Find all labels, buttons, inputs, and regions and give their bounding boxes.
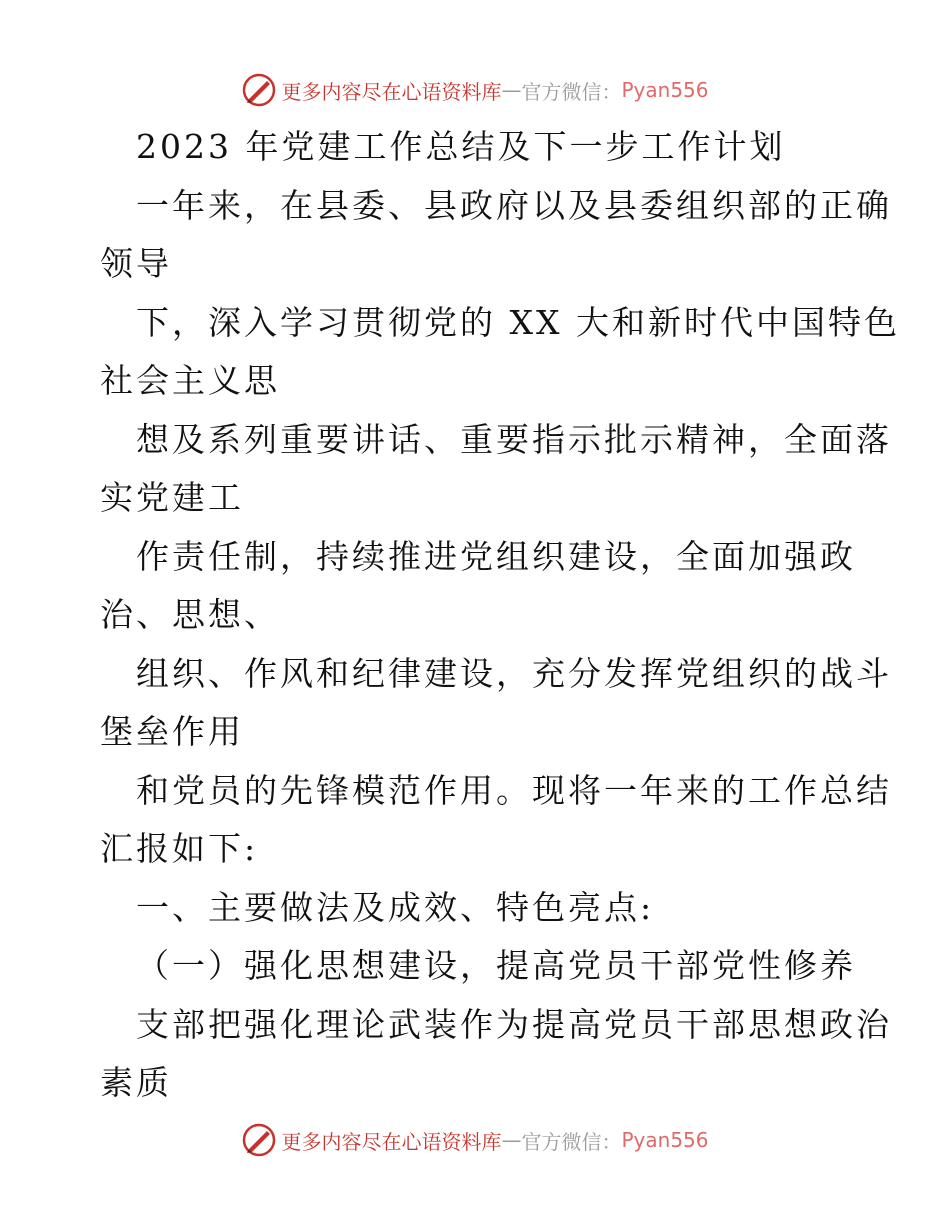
paragraph-line: 支部把强化理论武装作为提高党员干部思想政治 [136, 1004, 892, 1044]
watermark-separator: — [501, 78, 522, 102]
paragraph-line: 2023 年党建工作总结及下一步工作计划 [136, 127, 786, 166]
watermark-label: 官方微信： [521, 79, 622, 104]
continuation-line: 实党建工 [100, 478, 244, 517]
continuation-line: 社会主义思 [100, 361, 280, 400]
continuation-line: 堡垒作用 [100, 712, 244, 751]
watermark-brand: 更多内容尽在心语资料库 [281, 1129, 502, 1154]
paragraph-line: 一年来，在县委、县政府以及县委组织部的正确 [136, 185, 892, 225]
paragraph-line: 组织、作风和纪律建设，充分发挥党组织的战斗 [136, 653, 892, 693]
paragraph-line: 一、主要做法及成效、特色亮点: [136, 887, 655, 927]
paragraph-line: 下，深入学习贯彻党的 XX 大和新时代中国特色 [136, 302, 900, 342]
paragraph-line: （一）强化思想建设，提高党员干部党性修养 [136, 946, 856, 985]
watermark-separator: — [501, 1128, 522, 1152]
continuation-line: 素质 [100, 1063, 172, 1102]
continuation-line: 汇报如下: [100, 829, 259, 868]
header-watermark [0, 70, 950, 110]
pen-logo-icon [241, 1122, 277, 1158]
paragraph-line: 想及系列重要讲话、重要指示批示精神，全面落 [136, 419, 892, 459]
continuation-line: 治、思想、 [100, 595, 280, 634]
watermark-wechat-id: Pyan556 [621, 78, 709, 102]
footer-watermark [0, 1120, 950, 1160]
paragraph-line: 和党员的先锋模范作用。现将一年来的工作总结 [136, 770, 892, 810]
pen-logo-icon [241, 72, 277, 108]
document-body [100, 118, 900, 1113]
continuation-line: 领导 [100, 244, 172, 283]
watermark-brand: 更多内容尽在心语资料库 [281, 79, 502, 104]
watermark-label: 官方微信： [521, 1129, 622, 1154]
watermark-wechat-id: Pyan556 [621, 1128, 709, 1152]
paragraph-line: 作责任制，持续推进党组织建设，全面加强政 [136, 536, 856, 576]
